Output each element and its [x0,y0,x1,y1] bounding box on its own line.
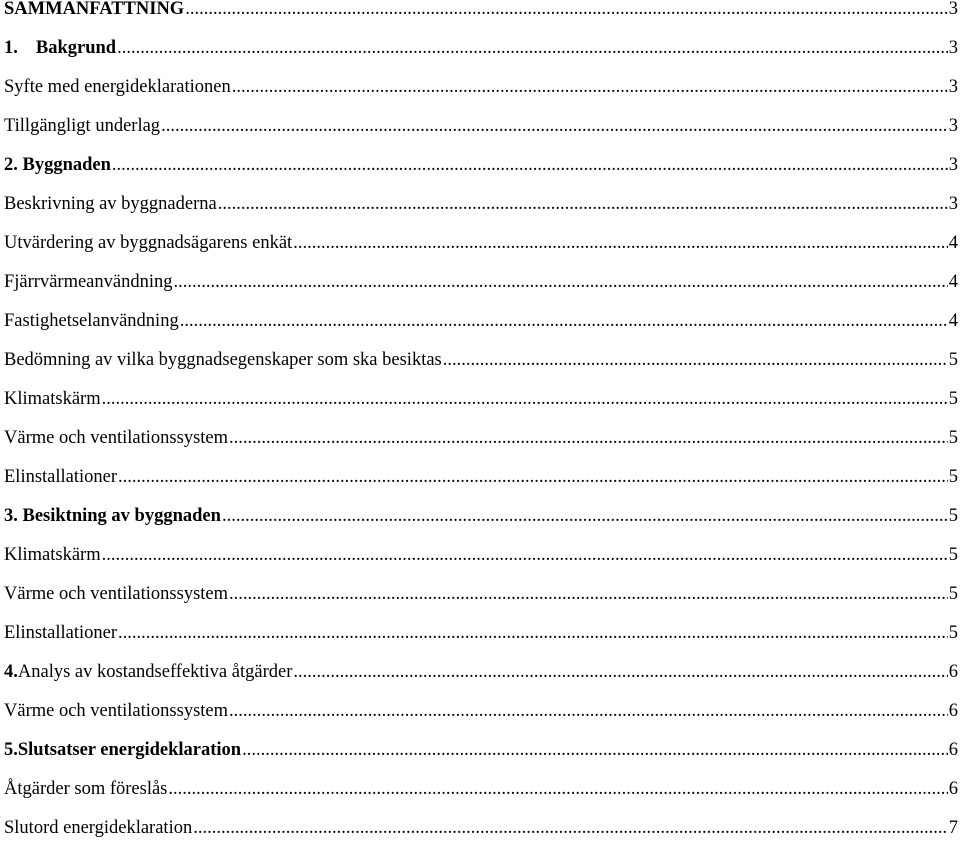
toc-entry-title: SAMMANFATTNING [4,0,185,19]
toc-entry [4,384,958,410]
toc-entry-label: Besiktning av byggnaden [22,506,221,526]
toc-dot-leader [229,700,948,722]
toc-dot-leader [112,154,948,176]
toc-entry-page: 6 [948,662,958,682]
toc-entry-page: 5 [948,389,958,409]
toc-dot-leader [168,778,947,800]
toc-entry [4,267,958,293]
toc-entry-number: 5. [4,740,18,760]
toc-entry-title: Elinstallationer [4,623,118,643]
toc-entry-title: Utvärdering av byggnadsägarens enkät [4,233,293,253]
toc-entry [4,774,958,800]
toc-entry-page: 7 [948,818,958,838]
toc-dot-leader [118,622,948,644]
toc-entry [4,189,958,215]
toc-entry-page: 5 [948,506,958,526]
toc-entry-page: 4 [948,311,958,331]
toc-entry [4,501,958,527]
toc-dot-leader [117,37,948,59]
toc-entry [4,657,958,683]
toc-entry-title [4,37,116,59]
toc-entry-page: 3 [948,38,958,58]
toc-entry-title: Värme och ventilationssystem [4,584,229,604]
toc-entry [4,33,958,59]
toc-entry-page: 6 [948,779,958,799]
toc-entry-title [4,739,241,761]
toc-entry-title: Värme och ventilationssystem [4,428,229,448]
toc-entry-number: 2. [4,155,18,175]
toc-entry-number: 1. [4,38,18,58]
toc-entry-title [4,154,111,176]
toc-entry [4,618,958,644]
toc-entry-title [4,661,292,683]
toc-entry [4,579,958,605]
toc-entry-page: 5 [948,428,958,448]
toc-entry [4,423,958,449]
toc-entry [4,813,958,839]
toc-dot-leader [232,76,948,98]
toc-entry-page: 5 [948,350,958,370]
toc-dot-leader [161,115,948,137]
toc-entry-title: Elinstallationer [4,467,118,487]
toc-entry-title: Slutord energideklaration [4,818,193,838]
toc-entry-page: 5 [948,584,958,604]
toc-entry-page: 4 [948,233,958,253]
toc-entry-number: 3. [4,506,18,526]
toc-entry-title: Beskrivning av byggnaderna [4,194,217,214]
toc-entry-page: 4 [948,272,958,292]
toc-entry-label: Bakgrund [35,38,117,58]
toc-entry-page: 5 [948,623,958,643]
toc-entry [4,735,958,761]
toc-entry-title: Klimatskärm [4,389,101,409]
toc-dot-leader [443,349,948,371]
toc-entry-title: Åtgärder som föreslås [4,779,168,799]
toc-entry-page: 3 [948,0,958,19]
toc-entry-page: 3 [948,116,958,136]
toc-entry [4,150,958,176]
toc-entry-title: Fastighetselanvändning [4,311,179,331]
toc-entry [4,462,958,488]
toc-entry [4,0,958,20]
toc-entry [4,111,958,137]
toc-entry [4,540,958,566]
toc-entry [4,306,958,332]
toc-entry-label: Analys av kostandseffektiva åtgärder [17,662,293,682]
toc-entry-title [4,505,221,527]
toc-entry [4,345,958,371]
toc-entry-page: 3 [948,155,958,175]
toc-entry [4,228,958,254]
toc-entry-number: 4. [4,662,18,682]
toc-dot-leader [222,505,948,527]
toc-dot-leader [193,817,948,839]
toc-dot-leader [293,661,947,683]
toc-entry-title: Värme och ventilationssystem [4,701,229,721]
toc-entry-title: Syfte med energideklarationen [4,77,231,97]
toc-dot-leader [229,583,948,605]
toc-dot-leader [242,739,948,761]
toc-entry-title: Klimatskärm [4,545,101,565]
toc-entry [4,696,958,722]
toc-entry-label: Byggnaden [22,155,111,175]
toc-entry-title: Tillgängligt underlag [4,116,161,136]
toc-entry-page: 3 [948,194,958,214]
toc-dot-leader [118,466,948,488]
toc-dot-leader [180,310,948,332]
toc-entry-label: Slutsatser energideklaration [17,740,242,760]
toc-entry-page: 6 [948,740,958,760]
toc-dot-leader [174,271,948,293]
toc-entry-title: Bedömning av vilka byggnadsegenskaper som ska besiktas [4,350,442,370]
toc-entry-title: Fjärrvärmeanvändning [4,272,173,292]
toc-dot-leader [229,427,948,449]
toc-dot-leader [185,0,948,20]
toc-dot-leader [218,193,948,215]
toc-dot-leader [293,232,948,254]
toc-entry [4,72,958,98]
toc-dot-leader [102,388,948,410]
toc-entry-page: 5 [948,545,958,565]
toc-entry-page: 6 [948,701,958,721]
toc-dot-leader [102,544,948,566]
toc-entry-page: 5 [948,467,958,487]
toc-entry-page: 3 [948,77,958,97]
